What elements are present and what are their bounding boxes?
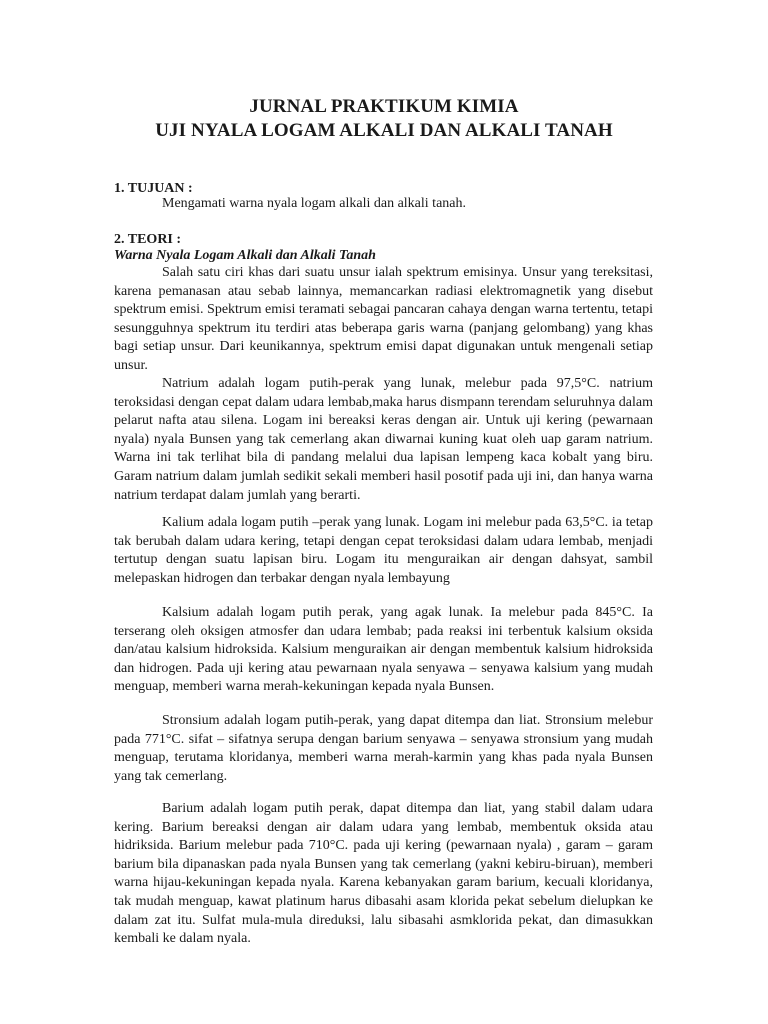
section-heading-teori: 2. TEORI : <box>114 232 182 247</box>
document-title-line1: JURNAL PRAKTIKUM KIMIA <box>249 96 519 117</box>
paragraph-kalsium: Kalsium adalah logam putih perak, yang agak lunak. Ia melebur pada 845°C. Ia terserang oleh oksigen atmosfer dan udara lembab; pada reaksi ini terbentuk kalsium oksida dan/atau kalsium hidroksida. Kalsium menguraikan air dengan membentuk kalsium hidroksida dan hidrogen. Pada uji kering atau pewarnaan nyala senyawa – senyawa kalsium yang mudah menguap, memberi warna merah-kekuningan kepada nyala Bunsen. <box>114 605 653 695</box>
tujuan-text: Mengamati warna nyala logam alkali dan alkali tanah. <box>162 196 466 211</box>
paragraph-spektrum: Salah satu ciri khas dari suatu unsur ialah spektrum emisinya. Unsur yang tereksitasi, karena pemanasan atau sebab lainnya, memancarkan radiasi elektromagnetik yang disebut spektrum emisi. Spektrum emisi teramati sebagai pancaran cahaya dengan warna tertentu, tetapi sesungguhnya spektrum itu terdiri atas beberapa garis warna (panjang gelombang) yang khas bagi setiap unsur. Dari keunikannya, spektrum emisi dapat digunakan untuk mengenali setiap unsur. <box>114 265 653 373</box>
document-title-line2: UJI NYALA LOGAM ALKALI DAN ALKALI TANAH <box>155 120 613 141</box>
paragraph-stronsium: Stronsium adalah logam putih-perak, yang dapat ditempa dan liat. Stronsium melebur pada 771°C. sifat – sifatnya serupa dengan barium senyawa – senyawa stronsium yang mudah menguap, terutama kloridanya, memberi warna merah-karmin yang khas pada nyala Bunsen yang tak cemerlang. <box>114 713 653 784</box>
paragraph-kalium: Kalium adala logam putih –perak yang lunak. Logam ini melebur pada 63,5°C. ia tetap tak berubah dalam udara kering, tetapi dengan cepat teroksidasi dalam udara lembab, menjadi tertutup dengan suatu lapisan biru. Logam itu menguraikan air dengan dahsyat, sambil melepaskan hidrogen dan terbakar dengan nyala lembayung <box>114 515 653 586</box>
paragraph-barium: Barium adalah logam putih perak, dapat ditempa dan liat, yang stabil dalam udara kering. Barium bereaksi dengan air dalam udara yang lembab, membentuk oksida atau hidriksida. Barium melebur pada 710°C. pada uji kering (pewarnaan nyala) , garam – garam barium bila dipanaskan pada nyala Bunsen yang tak cemerlang (yakni kebiru-biruan), memberi warna hijau-kekuningan kepada nyala. Karena kebanyakan garam barium, kecuali kloridanya, tak mudah menguap, kawat platinum harus dibasahi asam klorida pekat sebelum dielupkan ke dalam zat itu. Sulfat mula-mula direduksi, lalu sibasahi asmklorida pekat, dan dimasukkan kembali ke dalam nyala. <box>114 801 653 947</box>
teori-subheading: Warna Nyala Logam Alkali dan Alkali Tanah <box>114 248 376 263</box>
section-heading-tujuan: 1. TUJUAN : <box>114 181 193 196</box>
paragraph-natrium: Natrium adalah logam putih-perak yang lunak, melebur pada 97,5°C. natrium teroksidasi dengan cepat dalam udara lembab,maka harus dismpann terendam seluruhnya dalam pelarut nafta atau silena. Logam ini bereaksi keras dengan air. Untuk uji kering (pewarnaan nyala) nyala Bunsen yang tak cemerlang akan diwarnai kuning kuat oleh uap garam natrium. Warna ini tak terlihat bila di pandang melalui dua lapisan lempeng kaca kobalt yang biru. Garam natrium dalam jumlah sedikit sekali memberi hasil posotif pada uji ini, dan hanya warna natrium terdapat dalam jumlah yang berarti. <box>114 376 653 503</box>
